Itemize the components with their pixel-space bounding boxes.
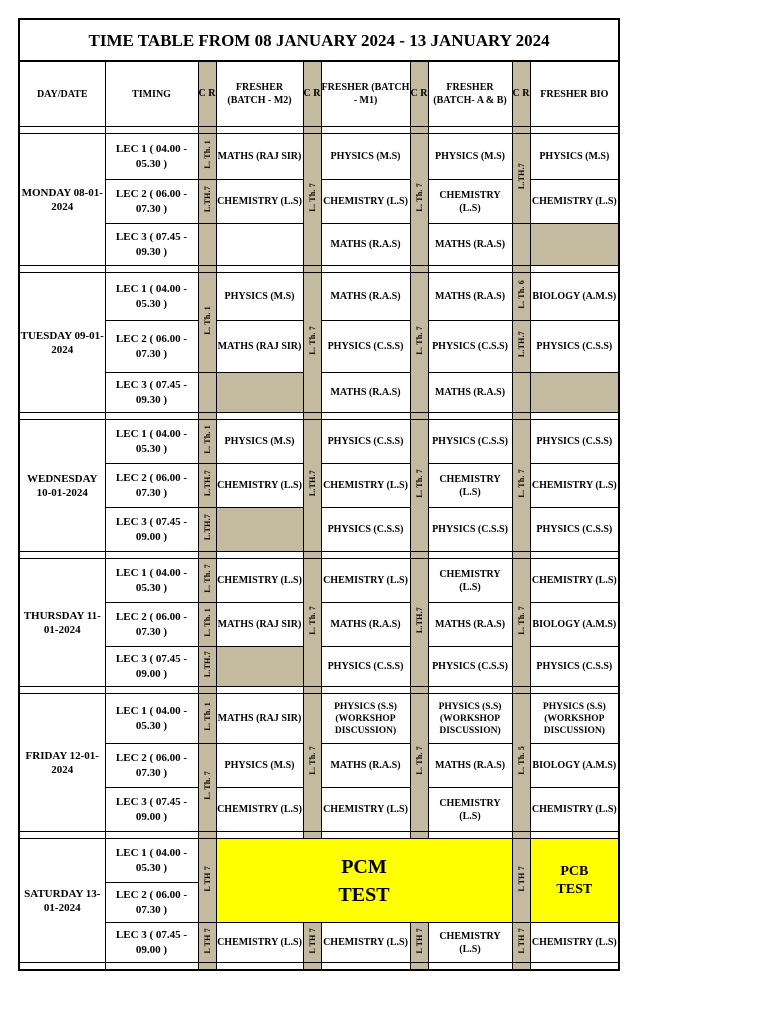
subject-cell: BIOLOGY (A.M.S)	[530, 273, 619, 321]
room-cell	[198, 373, 216, 413]
lec-2: LEC 2 ( 06.00 - 07.30 )	[105, 883, 198, 923]
subject-cell: PHYSICS (M.S)	[216, 273, 303, 321]
subject-cell: MATHS (R.A.S)	[321, 603, 410, 647]
lec-3: LEC 3 ( 07.45 - 09.00 )	[105, 923, 198, 963]
subject-cell: MATHS (RAJ SIR)	[216, 694, 303, 744]
subject-cell: PHYSICS (C.S.S)	[530, 420, 619, 464]
room-cell: L. Th. 1	[198, 603, 216, 647]
subject-cell: MATHS (R.A.S)	[428, 273, 512, 321]
lec-2: LEC 2 ( 06.00 - 07.30 )	[105, 464, 198, 508]
subject-cell: PHYSICS (M.S)	[530, 134, 619, 180]
subject-cell: PHYSICS (C.S.S)	[428, 508, 512, 552]
header-batch-m2: FRESHER (BATCH - M2)	[216, 61, 303, 127]
subject-cell: MATHS (R.A.S)	[428, 603, 512, 647]
subject-cell: PHYSICS (C.S.S)	[530, 321, 619, 373]
day-saturday: SATURDAY 13-01-2024	[19, 839, 105, 963]
day-monday: MONDAY 08-01-2024	[19, 134, 105, 266]
pcb-test-cell: PCB TEST	[530, 839, 619, 923]
shaded-cell	[530, 373, 619, 413]
shaded-cell	[216, 508, 303, 552]
table-row	[19, 694, 619, 744]
subject-cell: PHYSICS (C.S.S)	[321, 420, 410, 464]
room-cell	[198, 224, 216, 266]
spacer-row	[19, 552, 619, 559]
subject-cell: MATHS (R.A.S)	[428, 744, 512, 788]
spacer-row	[19, 963, 619, 971]
header-cr: C R	[410, 61, 428, 127]
room-cell: L. Th. 6	[512, 273, 530, 321]
shaded-cell	[216, 373, 303, 413]
table-row	[19, 923, 619, 963]
room-cell: L. Th. 7	[512, 420, 530, 552]
spacer-row	[19, 413, 619, 420]
header-day: DAY/DATE	[19, 61, 105, 127]
subject-cell: MATHS (R.A.S)	[321, 273, 410, 321]
day-friday: FRIDAY 12-01-2024	[19, 694, 105, 832]
subject-cell: CHEMISTRY (L.S)	[216, 788, 303, 832]
room-cell: L. Th. 1	[198, 694, 216, 744]
room-cell: L. Th. 7	[198, 559, 216, 603]
subject-cell: MATHS (R.A.S)	[428, 373, 512, 413]
spacer-row	[19, 266, 619, 273]
room-cell: L. Th. 7	[303, 694, 321, 832]
header-cr: C R	[303, 61, 321, 127]
lec-1: LEC 1 ( 04.00 - 05.30 )	[105, 273, 198, 321]
subject-cell: CHEMISTRY (L.S)	[530, 559, 619, 603]
room-cell: L TH 7	[512, 923, 530, 963]
subject-cell: PHYSICS (C.S.S)	[530, 508, 619, 552]
header-batch-ab: FRESHER (BATCH- A & B)	[428, 61, 512, 127]
room-cell: L.TH.7	[512, 321, 530, 373]
timetable	[18, 18, 620, 971]
subject-cell: CHEMISTRY (L.S)	[321, 788, 410, 832]
spacer-row	[19, 832, 619, 839]
subject-cell: PHYSICS (M.S)	[321, 134, 410, 180]
subject-cell: CHEMISTRY (L.S)	[321, 923, 410, 963]
subject-cell: CHEMISTRY (L.S)	[216, 559, 303, 603]
lec-3: LEC 3 ( 07.45 - 09.00 )	[105, 647, 198, 687]
shaded-cell	[530, 224, 619, 266]
subject-cell: CHEMISTRY (L.S)	[216, 464, 303, 508]
subject-cell: PHYSICS (M.S)	[216, 420, 303, 464]
room-cell: L.TH.7	[410, 559, 428, 687]
room-cell: L TH 7	[303, 923, 321, 963]
room-cell: L. Th. 7	[410, 273, 428, 413]
room-cell: L. Th. 7	[303, 134, 321, 266]
spacer-row	[19, 127, 619, 134]
subject-cell: CHEMISTRY (L.S)	[321, 559, 410, 603]
day-tuesday: TUESDAY 09-01-2024	[19, 273, 105, 413]
header-batch-m1: FRESHER (BATCH - M1)	[321, 61, 410, 127]
subject-cell: PHYSICS (S.S) (WORKSHOP DISCUSSION)	[530, 694, 619, 744]
pcm-test-cell: PCM TEST	[216, 839, 512, 923]
room-cell: L. Th. 5	[512, 694, 530, 832]
subject-cell: PHYSICS (S.S) (WORKSHOP DISCUSSION)	[321, 694, 410, 744]
room-cell: L. Th. 1	[198, 420, 216, 464]
subject-cell: CHEMISTRY (L.S)	[216, 180, 303, 224]
lec-3: LEC 3 ( 07.45 - 09.00 )	[105, 508, 198, 552]
table-row	[19, 134, 619, 180]
subject-cell: CHEMISTRY (L.S)	[428, 923, 512, 963]
room-cell: L. Th. 7	[512, 559, 530, 687]
subject-cell: CHEMISTRY (L.S)	[321, 464, 410, 508]
room-cell: L.TH.7	[198, 464, 216, 508]
subject-cell: PHYSICS (C.S.S)	[321, 647, 410, 687]
subject-cell: MATHS (R.A.S)	[321, 224, 410, 266]
subject-cell: BIOLOGY (A.M.S)	[530, 744, 619, 788]
subject-cell: PHYSICS (C.S.S)	[428, 321, 512, 373]
room-cell	[512, 224, 530, 266]
room-cell: L.TH.7	[512, 134, 530, 224]
lec-1: LEC 1 ( 04.00 - 05.30 )	[105, 559, 198, 603]
subject-cell: MATHS (RAJ SIR)	[216, 603, 303, 647]
subject-cell: MATHS (R.A.S)	[321, 373, 410, 413]
subject-cell: PHYSICS (C.S.S)	[530, 647, 619, 687]
room-cell: L TH 7	[198, 923, 216, 963]
empty-cell	[216, 224, 303, 266]
page-title: TIME TABLE FROM 08 JANUARY 2024 - 13 JANUARY 2024	[19, 19, 619, 61]
room-cell: L.TH.7	[198, 180, 216, 224]
lec-3: LEC 3 ( 07.45 - 09.00 )	[105, 788, 198, 832]
day-thursday: THURSDAY 11-01-2024	[19, 559, 105, 687]
subject-cell: PHYSICS (S.S) (WORKSHOP DISCUSSION)	[428, 694, 512, 744]
room-cell: L. Th. 7	[303, 273, 321, 413]
day-wednesday: WEDNESDAY 10-01-2024	[19, 420, 105, 552]
lec-1: LEC 1 ( 04.00 - 05.30 )	[105, 134, 198, 180]
lec-1: LEC 1 ( 04.00 - 05.30 )	[105, 694, 198, 744]
table-row	[19, 420, 619, 464]
subject-cell: CHEMISTRY (L.S)	[530, 464, 619, 508]
table-row	[19, 559, 619, 603]
subject-cell: PHYSICS (C.S.S)	[321, 321, 410, 373]
subject-cell: CHEMISTRY (L.S)	[321, 180, 410, 224]
lec-2: LEC 2 ( 06.00 - 07.30 )	[105, 744, 198, 788]
header-row	[19, 61, 619, 127]
subject-cell: CHEMISTRY (L.S)	[530, 788, 619, 832]
shaded-cell	[216, 647, 303, 687]
subject-cell: CHEMISTRY (L.S)	[530, 923, 619, 963]
room-cell: L. Th. 7	[410, 694, 428, 832]
subject-cell: PHYSICS (M.S)	[428, 134, 512, 180]
lec-1: LEC 1 ( 04.00 - 05.30 )	[105, 839, 198, 883]
room-cell: L TH 7	[512, 839, 530, 923]
table-row	[19, 839, 619, 883]
room-cell: L. Th. 7	[410, 134, 428, 266]
lec-1: LEC 1 ( 04.00 - 05.30 )	[105, 420, 198, 464]
header-batch-bio: FRESHER BIO	[530, 61, 619, 127]
room-cell: L.TH.7	[198, 647, 216, 687]
subject-cell: BIOLOGY (A.M.S)	[530, 603, 619, 647]
room-cell: L. Th. 1	[198, 134, 216, 180]
subject-cell: CHEMISTRY (L.S)	[428, 788, 512, 832]
room-cell: L. Th. 7	[410, 420, 428, 552]
header-cr: C R	[198, 61, 216, 127]
subject-cell: CHEMISTRY (L.S)	[216, 923, 303, 963]
subject-cell: PHYSICS (M.S)	[216, 744, 303, 788]
subject-cell: CHEMISTRY (L.S)	[428, 559, 512, 603]
room-cell: L. Th. 1	[198, 273, 216, 373]
lec-2: LEC 2 ( 06.00 - 07.30 )	[105, 603, 198, 647]
subject-cell: MATHS (RAJ SIR)	[216, 134, 303, 180]
subject-cell: PHYSICS (C.S.S)	[428, 647, 512, 687]
header-cr: C R	[512, 61, 530, 127]
room-cell: L TH 7	[198, 839, 216, 923]
room-cell: L.TH.7	[198, 508, 216, 552]
timetable-sheet	[18, 18, 618, 971]
table-row	[19, 273, 619, 321]
subject-cell: CHEMISTRY (L.S)	[530, 180, 619, 224]
lec-2: LEC 2 ( 06.00 - 07.30 )	[105, 321, 198, 373]
room-cell: L. Th. 7	[303, 559, 321, 687]
room-cell: L. Th. 7	[198, 744, 216, 832]
lec-2: LEC 2 ( 06.00 - 07.30 )	[105, 180, 198, 224]
room-cell: L TH 7	[410, 923, 428, 963]
subject-cell: PHYSICS (C.S.S)	[321, 508, 410, 552]
spacer-row	[19, 687, 619, 694]
subject-cell: MATHS (R.A.S)	[321, 744, 410, 788]
subject-cell: PHYSICS (C.S.S)	[428, 420, 512, 464]
subject-cell: CHEMISTRY (L.S)	[428, 464, 512, 508]
room-cell	[512, 373, 530, 413]
subject-cell: MATHS (RAJ SIR)	[216, 321, 303, 373]
subject-cell: MATHS (R.A.S)	[428, 224, 512, 266]
lec-3: LEC 3 ( 07.45 - 09.30 )	[105, 224, 198, 266]
room-cell: L.TH.7	[303, 420, 321, 552]
lec-3: LEC 3 ( 07.45 - 09.30 )	[105, 373, 198, 413]
header-timing: TIMING	[105, 61, 198, 127]
subject-cell: CHEMISTRY (L.S)	[428, 180, 512, 224]
